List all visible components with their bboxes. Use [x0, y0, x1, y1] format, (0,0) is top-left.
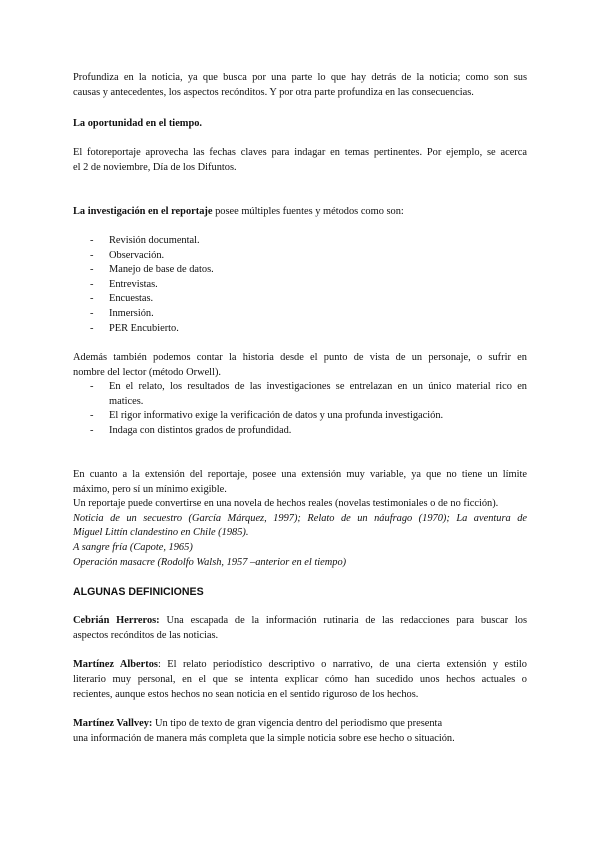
oportunidad-heading: La oportunidad en el tiempo. — [73, 118, 203, 129]
ademas-line-2: nombre del lector (método Orwell). — [73, 367, 222, 378]
extension-line-1: En cuanto a la extensión del reportaje, posee una extensión muy variable, ya que no tiene un límite — [73, 469, 527, 480]
oportunidad-line-1: El fotoreportaje aprovecha las fechas claves para indagar en temas pertinentes. Por ejemplo, se acerca — [73, 147, 527, 158]
list-item: - En el relato, los resultados de las investigaciones se entrelazan en un único material rico en matices. — [90, 381, 527, 407]
list-item: - Observación. — [90, 249, 165, 261]
extension-italic-3: A sangre fría (Capote, 1965) — [73, 542, 193, 553]
extension-line-3: Un reportaje puede convertirse en una novela de hechos reales (novelas testimoniales o de no ficción). — [73, 498, 499, 509]
extension-italic-4: Operación masacre (Rodolfo Walsh, 1957 –anterior en el tiempo) — [73, 557, 347, 568]
extension-italic-1: Noticia de un secuestro (García Márquez, 1997); Relato de un náufrago (1970); La aventura de — [73, 513, 527, 524]
investigacion-lead-rest: posee múltiples fuentes y métodos como son: — [212, 206, 404, 217]
list-item: - Entrevistas. — [90, 278, 158, 290]
cebrian-line-1: Cebrián Herreros: Una escapada de la información rutinaria de las redacciones para buscar los — [73, 615, 527, 626]
vallvey-line-1: Martínez Vallvey: Un tipo de texto de gran vigencia dentro del periodismo que presenta — [73, 718, 443, 729]
oportunidad-line-2: el 2 de noviembre, Día de los Difuntos. — [73, 162, 237, 173]
methods-list — [73, 234, 527, 336]
extension-italic-2: Miguel Littín clandestino en Chile (1985). — [73, 527, 249, 538]
cebrian-line-2: aspectos recónditos de las noticias. — [73, 630, 219, 641]
definiciones-heading: ALGUNAS DEFINICIONES — [73, 586, 204, 598]
list-item: - Revisión documental. — [90, 235, 200, 246]
list-item: - Indaga con distintos grados de profundidad. — [90, 424, 292, 436]
list-item: - Encuestas. — [90, 293, 154, 305]
investigacion-lead-bold: La investigación en el reportaje — [73, 206, 213, 217]
list-item: - El rigor informativo exige la verificación de datos y una profunda investigación. — [90, 410, 444, 422]
list-item: - Manejo de base de datos. — [90, 264, 214, 276]
list-item: - PER Encubierto. — [90, 322, 179, 334]
ademas-list — [73, 380, 527, 438]
ademas-line-1: Además también podemos contar la historia desde el punto de vista de un personaje, o sufrir en — [73, 352, 527, 363]
extension-line-2: máximo, pero sí un mínimo exigible. — [73, 484, 227, 495]
albertos-line-3: recientes, aunque estos hechos no sean noticia en el sentido riguroso de los hechos. — [73, 689, 419, 700]
list-item: - Inmersión. — [90, 307, 154, 319]
albertos-line-2: literario muy personal, en el que se intenta explicar cómo han sucedido unos hechos actuales o — [73, 674, 527, 685]
albertos-line-1: Martínez Albertos: El relato periodístico descriptivo o narrativo, de una cierta extensión y estilo — [73, 659, 527, 670]
vallvey-line-2: una información de manera más completa que la simple noticia sobre ese hecho o situación. — [73, 733, 455, 744]
investigacion-lead — [73, 205, 527, 220]
intro-line-2: causas y antecedentes, los aspectos recónditos. Y por otra parte profundiza en las consecuencias. — [73, 87, 474, 98]
intro-line-1: Profundiza en la noticia, ya que busca por una parte lo que hay detrás de la noticia; como son sus — [73, 72, 527, 83]
